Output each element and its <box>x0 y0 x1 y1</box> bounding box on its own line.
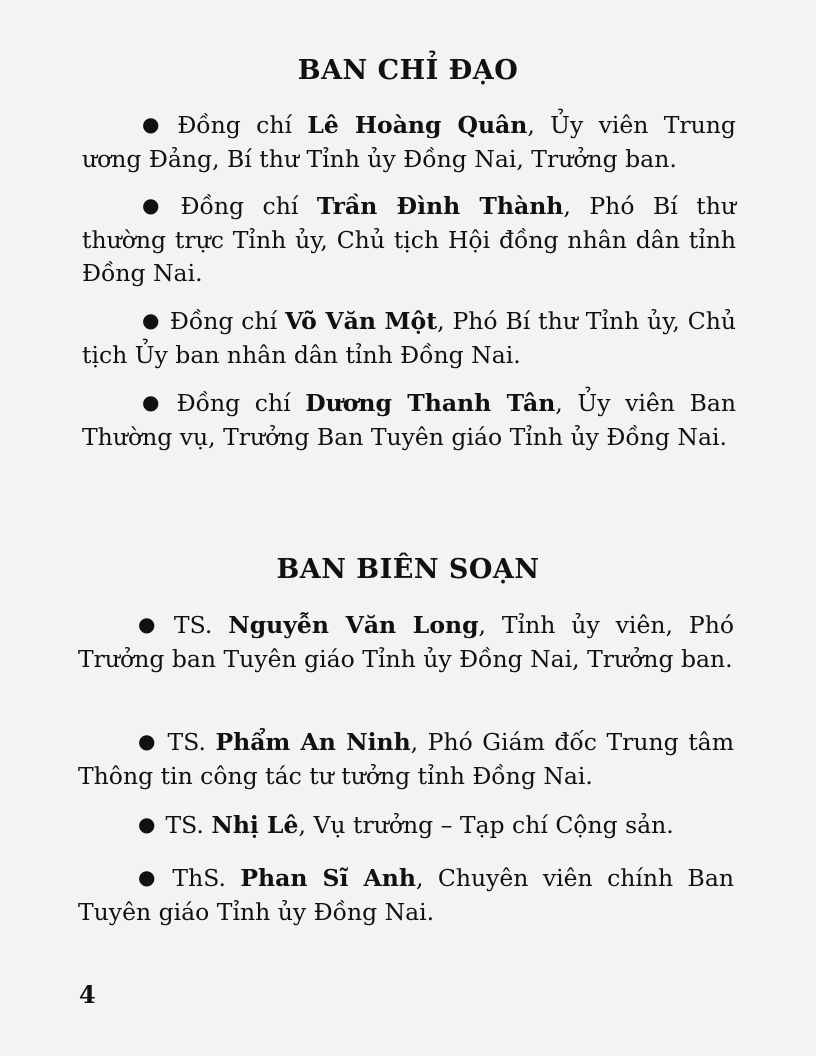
bullet-icon: ● <box>142 390 167 414</box>
member-name: Trần Đình Thành <box>316 192 564 220</box>
member-name: Dương Thanh Tân <box>305 389 556 417</box>
bullet-icon: ● <box>138 812 156 836</box>
bullet-icon: ● <box>142 193 171 217</box>
steering-member-4: ● Đồng chí Dương Thanh Tân, Ủy viên Ban Thường vụ, Trưởng Ban Tuyên giáo Tỉnh ủy Đồng Nai. <box>82 389 736 451</box>
steering-committee-title: BAN CHỈ ĐẠO <box>297 55 519 86</box>
bullet-icon: ● <box>142 112 168 136</box>
member-name: Võ Văn Một <box>285 307 438 335</box>
page-number: 4 <box>79 980 96 1009</box>
bullet-icon: ● <box>138 729 158 753</box>
steering-member-1: ● Đồng chí Lê Hoàng Quân, Ủy viên Trung ương Đảng, Bí thư Tỉnh ủy Đồng Nai, Trưởng ban. <box>82 111 736 173</box>
bullet-icon: ● <box>138 865 163 889</box>
member-name: Phẩm An Ninh <box>215 728 411 756</box>
editorial-member-4: ● ThS. Phan Sĩ Anh, Chuyên viên chính Ban Tuyên giáo Tỉnh ủy Đồng Nai. <box>78 864 734 926</box>
member-name: Nhị Lê <box>211 811 299 839</box>
bullet-icon: ● <box>138 612 164 636</box>
member-name: Nguyễn Văn Long <box>228 611 479 639</box>
editorial-member-3: ● TS. Nhị Lê, Vụ trưởng – Tạp chí Cộng sản. <box>138 811 674 839</box>
editorial-member-1: ● TS. Nguyễn Văn Long, Tỉnh ủy viên, Phó Trưởng ban Tuyên giáo Tỉnh ủy Đồng Nai, Trưởng ban. <box>78 611 734 673</box>
steering-member-2: ● Đồng chí Trần Đình Thành, Phó Bí thư thường trực Tỉnh ủy, Chủ tịch Hội đồng nhân dân tỉnh Đồng Nai. <box>82 192 736 287</box>
steering-member-3: ● Đồng chí Võ Văn Một, Phó Bí thư Tỉnh ủy, Chủ tịch Ủy ban nhân dân tỉnh Đồng Nai. <box>82 307 737 369</box>
member-name: Lê Hoàng Quân <box>307 111 528 139</box>
editorial-member-2: ● TS. Phẩm An Ninh, Phó Giám đốc Trung tâm Thông tin công tác tư tưởng tỉnh Đồng Nai. <box>78 728 734 790</box>
editorial-board-title: BAN BIÊN SOẠN <box>276 554 540 585</box>
member-name: Phan Sĩ Anh <box>240 864 416 892</box>
bullet-icon: ● <box>142 308 160 332</box>
